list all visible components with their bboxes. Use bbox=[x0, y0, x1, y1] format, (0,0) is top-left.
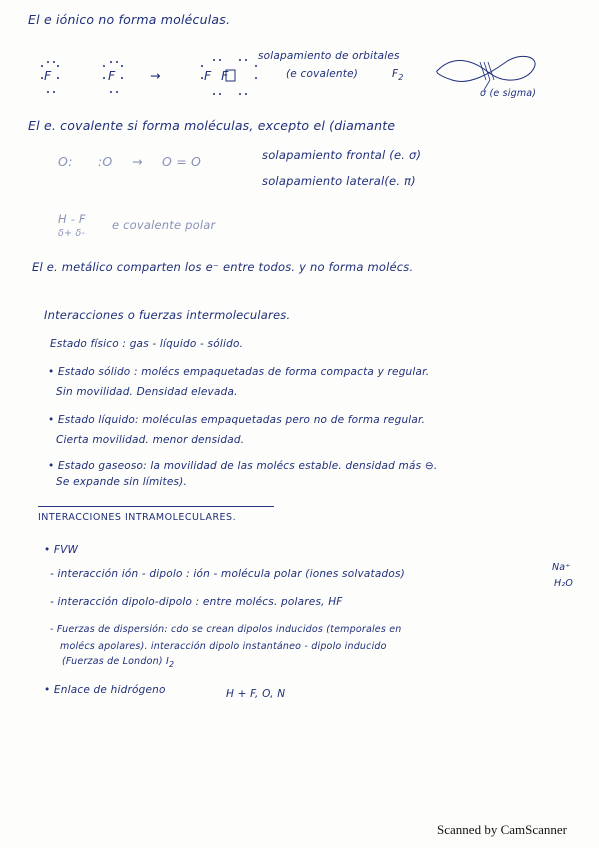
covalent-bond-note: El e. covalente si forma moléculas, excepto el (diamante bbox=[28, 118, 396, 133]
frontal-overlap-note: solapamiento frontal (e. σ) bbox=[262, 148, 422, 162]
ionic-bond-note: El e iónico no forma moléculas. bbox=[28, 12, 231, 27]
liquid-state-line-2: Cierta movilidad. menor densidad. bbox=[56, 434, 245, 446]
dispersion-line-3: (Fuerzas de London) $I_2$ bbox=[62, 656, 175, 669]
intermolecular-title: Interacciones o fuerzas intermoleculares. bbox=[44, 308, 291, 322]
liquid-state-line-1: • Estado líquido: moléculas empaquetadas pero no de forma regular. bbox=[48, 414, 426, 426]
o2-product: O = O bbox=[162, 154, 202, 169]
physical-states-line: Estado físico : gas - líquido - sólido. bbox=[50, 338, 244, 350]
lewis-fluorine-1: F bbox=[44, 68, 54, 83]
hydrogen-bond-line: • Enlace de hidrógeno bbox=[44, 684, 166, 696]
f2-label: $F_2$ bbox=[392, 68, 404, 82]
solid-state-line-2: Sin movilidad. Densidad elevada. bbox=[56, 386, 238, 398]
hf-molecule: H - F bbox=[58, 212, 86, 226]
fvw-heading: • FVW bbox=[44, 544, 79, 556]
sigma-orbital-sketch bbox=[0, 0, 1, 1]
hf-partial-charges: δ+ δ- bbox=[58, 228, 86, 239]
ion-note-na: Na⁺ bbox=[552, 562, 571, 573]
reaction-arrow: → bbox=[150, 68, 161, 83]
oxygen-atom-2: :O bbox=[98, 154, 113, 169]
dipole-dipole-line: - interacción dipolo-dipolo : entre molécs. polares, HF bbox=[50, 596, 343, 608]
oxygen-atom-1: O: bbox=[58, 154, 73, 169]
lateral-overlap-note: solapamiento lateral(e. π) bbox=[262, 174, 416, 188]
lewis-fluorine-2: F bbox=[108, 68, 118, 83]
covalent-label: (e covalente) bbox=[286, 68, 359, 80]
hydrogen-bond-elements: H + F, O, N bbox=[226, 688, 286, 700]
solid-state-line-1: • Estado sólido : molécs empaquetadas de forma compacta y regular. bbox=[48, 366, 430, 378]
dispersion-line-1: - Fuerzas de dispersión: cdo se crean dipolos inducidos (temporales en bbox=[50, 624, 402, 635]
ion-note-h2o: H₂O bbox=[554, 578, 574, 589]
lewis-f2-product: F F bbox=[204, 68, 232, 83]
dispersion-line-2: molécs apolares). interacción dipolo instantáneo - dipolo inducido bbox=[60, 641, 387, 652]
scanner-watermark: Scanned by CamScanner bbox=[437, 822, 567, 837]
gas-state-line-1: • Estado gaseoso: la movilidad de las molécs estable. densidad más ⊖. bbox=[48, 460, 438, 472]
ion-dipole-line: - interacción ión - dipolo : ión - molécula polar (iones solvatados) bbox=[50, 568, 405, 580]
intramolecular-title: INTERACCIONES INTRAMOLECULARES. bbox=[38, 512, 237, 523]
section-rule bbox=[38, 506, 274, 507]
metallic-bond-note: El e. metálico comparten los e⁻ entre todos. y no forma molécs. bbox=[32, 260, 414, 274]
gas-state-line-2: Se expande sin límites). bbox=[56, 476, 187, 488]
orbital-overlap-label: solapamiento de orbitales bbox=[258, 50, 400, 62]
polar-covalent-label: e covalente polar bbox=[112, 218, 216, 232]
sigma-label: σ (e sigma) bbox=[480, 88, 537, 99]
oxygen-arrow: → bbox=[132, 154, 143, 169]
